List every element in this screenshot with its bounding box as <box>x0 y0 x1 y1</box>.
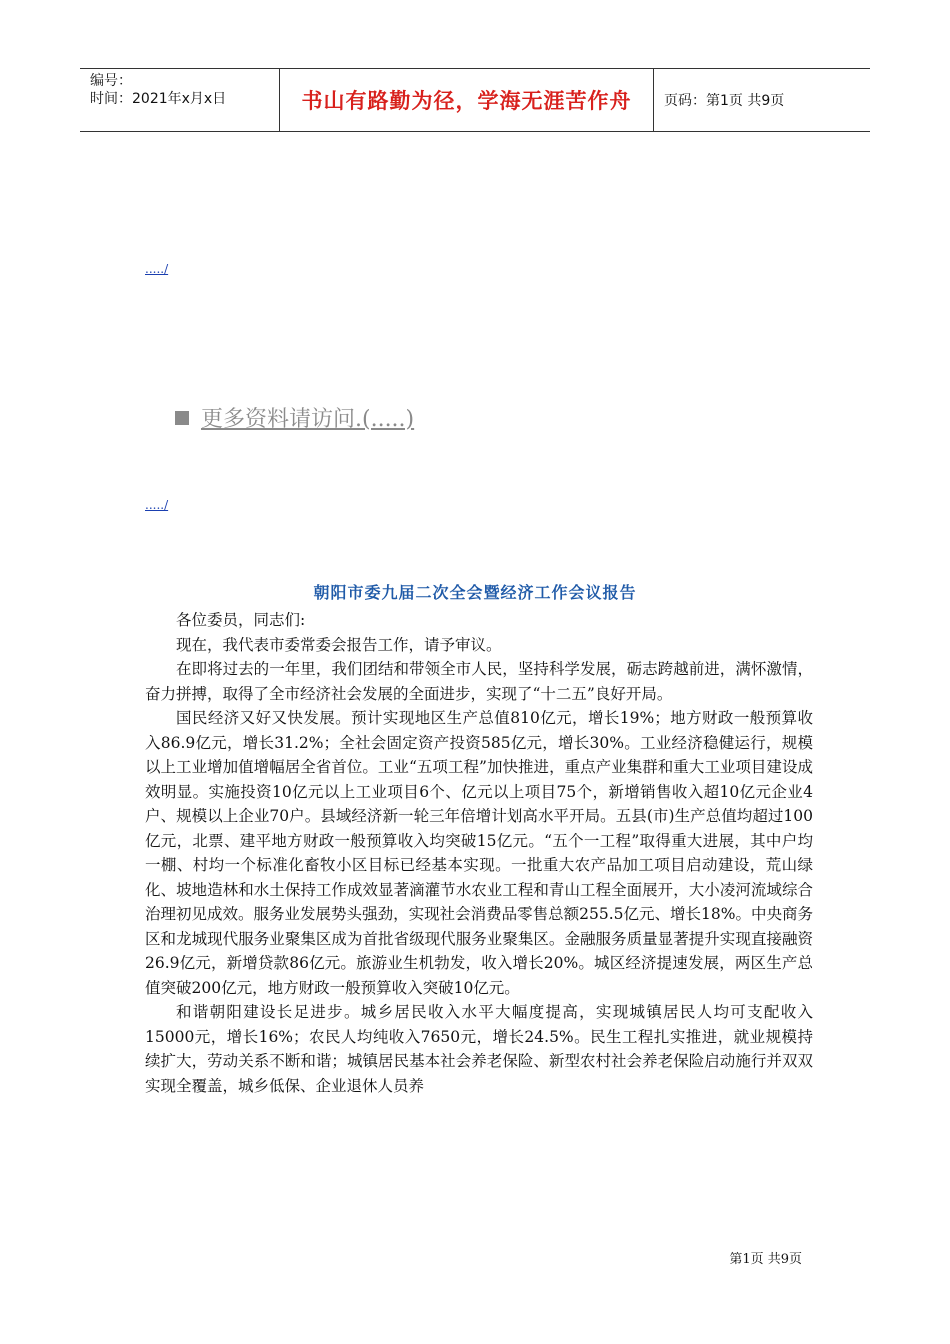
promo-text[interactable]: 更多资料请访问.(.....) <box>201 407 415 432</box>
page-header <box>80 68 870 132</box>
header-meta <box>80 69 280 131</box>
bottom-link[interactable]: ...../ <box>145 498 169 512</box>
time-label: 时间：2021年x月x日 <box>90 91 227 107</box>
footer-page-info: 第1页 共9页 <box>729 1252 802 1267</box>
paragraph: 现在，我代表市委常委会报告工作，请予审议。 <box>176 635 502 654</box>
paragraph: 和谐朝阳建设长足进步。城乡居民收入水平大幅度提高，实现城镇居民人均可支配收入15000元，增长16%；农民人均纯收入7650元，增长24.5%。民生工程扎实推进，就业规模持续扩大，劳动关系不断和谐；城镇居民基本社会养老保险、新型农村社会养老保险启动施行并双双实现全覆盖，城乡低保、企业退休人员养 <box>145 1003 813 1095</box>
number-label: 编号： <box>90 73 132 89</box>
document-body <box>145 608 813 1098</box>
top-link[interactable]: ...../ <box>145 262 169 276</box>
paragraph: 国民经济又好又快发展。预计实现地区生产总值810亿元，增长19%；地方财政一般预算收入86.9亿元，增长31.2%；全社会固定资产投资585亿元，增长30%。工业经济稳健运行，规模以上工业增加值增幅居全省首位。工业“五项工程”加快推进，重点产业集群和重大工业项目建设成效明显。实施投资10亿元以上工业项目6个、亿元以上项目75个，新增销售收入超10亿元企业4户、规模以上企业70户。县域经济新一轮三年倍增计划高水平开局。五县(市)生产总值均超过100亿元，北票、建平地方财政一般预算收入均突破15亿元。“五个一工程”取得重大进展，其中户均一棚、村均一个标准化畜牧小区目标已经基本实现。一批重大农产品加工项目启动建设，荒山绿化、坡地造林和水土保持工作成效显著滴灌节水农业工程和青山工程全面展开，大小凌河流域综合治理初见成效。服务业发展势头强劲，实现社会消费品零售总额255.5亿元、增长18%。中央商务区和龙城现代服务业聚集区成为首批省级现代服务业聚集区。金融服务质量显著提升实现直接融资26.9亿元，新增贷款86亿元。旅游业生机勃发，收入增长20%。城区经济提速发展，两区生产总值突破200亿元，地方财政一般预算收入突破10亿元。 <box>145 709 813 997</box>
paragraph-salutation: 各位委员，同志们: <box>176 611 306 629</box>
paragraph: 在即将过去的一年里，我们团结和带领全市人民，坚持科学发展，砺志跨越前进，满怀激情，奋力拼搏，取得了全市经济社会发展的全面进步，实现了“十二五”良好开局。 <box>145 660 813 703</box>
square-bullet-icon <box>175 411 189 425</box>
header-page-info: 页码：第1页 共9页 <box>664 93 785 109</box>
header-motto: 书山有路勤为径，学海无涯苦作舟 <box>280 69 654 131</box>
promo-line[interactable] <box>175 402 414 433</box>
document-title: 朝阳市委九届二次全会暨经济工作会议报告 <box>313 583 637 602</box>
